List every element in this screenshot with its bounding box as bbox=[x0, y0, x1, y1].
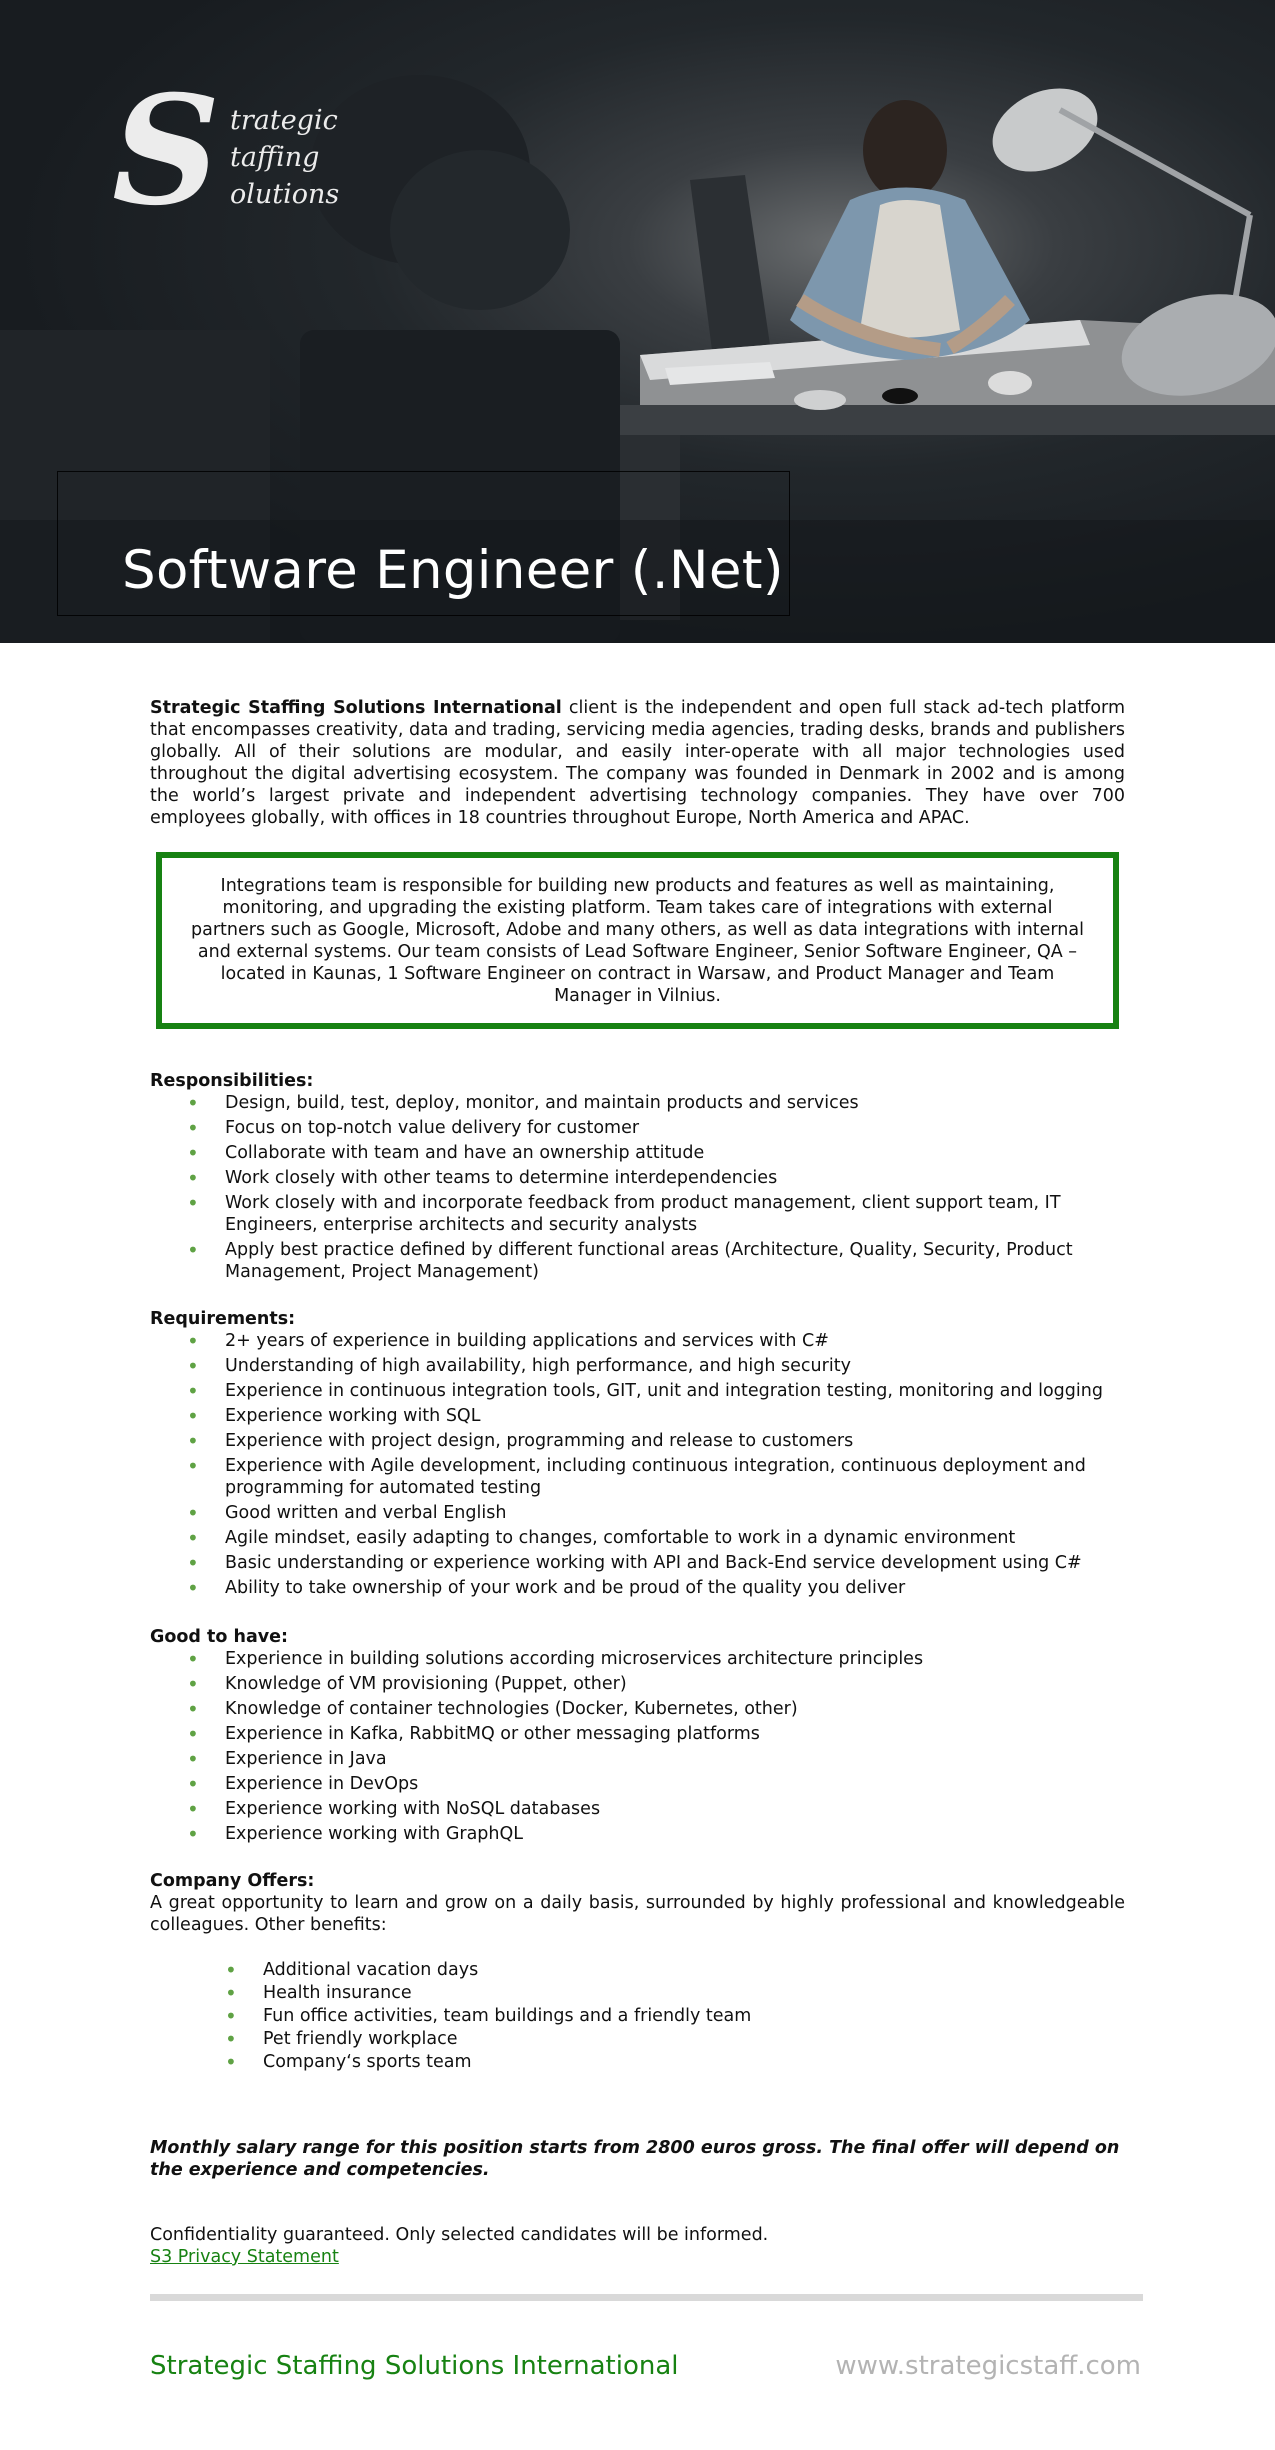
list-item: • Health insurance bbox=[150, 1982, 1125, 2004]
company-logo bbox=[112, 63, 342, 246]
page-title: Software Engineer (.Net) bbox=[122, 540, 784, 601]
list-item: • Understanding of high availability, high performance, and high security bbox=[150, 1355, 1125, 1377]
privacy-statement-link[interactable]: S3 Privacy Statement bbox=[150, 2247, 339, 2267]
logo-letter: S bbox=[112, 63, 221, 239]
requirements-section bbox=[150, 1308, 1125, 1602]
list-item: • Experience in Java bbox=[150, 1748, 1125, 1770]
company-offers-section bbox=[150, 1870, 1125, 2074]
responsibilities-title: Responsibilities: bbox=[150, 1071, 314, 1091]
intro-company-name: Strategic Staffing Solutions International bbox=[150, 698, 562, 718]
company-offers-text: A great opportunity to learn and grow on a daily basis, surrounded by highly professional and knowledgeable colleagues. Other benefits: bbox=[150, 1893, 1125, 1935]
confidentiality-note: Confidentiality guaranteed. Only selected candidates will be informed. bbox=[150, 2225, 769, 2245]
footer-divider bbox=[150, 2294, 1143, 2301]
list-item: • Additional vacation days bbox=[150, 1959, 1125, 1981]
logo-word-1: trategic bbox=[230, 105, 338, 136]
list-item: • Experience in continuous integration tools, GIT, unit and integration testing, monitoring and logging bbox=[150, 1380, 1125, 1402]
list-item: • Experience in building solutions according microservices architecture principles bbox=[150, 1648, 1125, 1670]
requirements-title: Requirements: bbox=[150, 1309, 296, 1329]
list-item: • Basic understanding or experience working with API and Back-End service development using C# bbox=[150, 1552, 1125, 1574]
logo-word-3: olutions bbox=[230, 179, 340, 210]
list-item: • Work closely with and incorporate feedback from product management, client support team, IT Engineers, enterprise architects and security analysts bbox=[150, 1192, 1125, 1236]
list-item: • Collaborate with team and have an ownership attitude bbox=[150, 1142, 1125, 1164]
list-item: • Good written and verbal English bbox=[150, 1502, 1125, 1524]
list-item: • Work closely with other teams to determine interdependencies bbox=[150, 1167, 1125, 1189]
list-item: • Experience in Kafka, RabbitMQ or other messaging platforms bbox=[150, 1723, 1125, 1745]
requirements-list bbox=[150, 1330, 1125, 1599]
list-item: • Agile mindset, easily adapting to changes, comfortable to work in a dynamic environment bbox=[150, 1527, 1125, 1549]
team-description-text: Integrations team is responsible for building new products and features as well as maintaining, monitoring, and upgrading the existing platform. Team takes care of integrations with external partners such as Google, Microsoft, Adobe and many others, as well as data integrations with internal and external systems. Our team consists of Lead Software Engineer, Senior Software Engineer, QA – located in Kaunas, 1 Software Engineer on contract in Warsaw, and Product Manager and Team Manager in Vilnius. bbox=[191, 875, 1084, 1006]
list-item: • Company‘s sports team bbox=[150, 2051, 1125, 2073]
footer-website[interactable]: www.strategicstaff.com bbox=[835, 2351, 1141, 2381]
company-offers-title: Company Offers: bbox=[150, 1871, 315, 1891]
intro-paragraph bbox=[150, 697, 1125, 829]
list-item: • Experience in DevOps bbox=[150, 1773, 1125, 1795]
list-item: • Ability to take ownership of your work and be proud of the quality you deliver bbox=[150, 1577, 1125, 1599]
logo-word-2: taffing bbox=[230, 142, 320, 173]
team-description-box bbox=[156, 852, 1119, 1029]
list-item: • 2+ years of experience in building applications and services with C# bbox=[150, 1330, 1125, 1352]
footer-company-name: Strategic Staffing Solutions International bbox=[150, 2351, 679, 2381]
list-item: • Apply best practice defined by different functional areas (Architecture, Quality, Security, Product Management, Project Management) bbox=[150, 1239, 1125, 1283]
list-item: • Experience with project design, programming and release to customers bbox=[150, 1430, 1125, 1452]
good-to-have-list bbox=[150, 1648, 1125, 1845]
responsibilities-section bbox=[150, 1070, 1125, 1286]
list-item: • Knowledge of VM provisioning (Puppet, other) bbox=[150, 1673, 1125, 1695]
benefits-list bbox=[150, 1959, 1125, 2073]
responsibilities-list bbox=[150, 1092, 1125, 1283]
list-item: • Experience working with SQL bbox=[150, 1405, 1125, 1427]
salary-note: Monthly salary range for this position starts from 2800 euros gross. The final offer will depend on the experience and competencies. bbox=[150, 2138, 1120, 2180]
list-item: • Knowledge of container technologies (Docker, Kubernetes, other) bbox=[150, 1698, 1125, 1720]
intro-text: client is the independent and open full stack ad-tech platform that encompasses creativity, data and trading, servicing media agencies, trading desks, brands and publishers globally. All of their solutions are modular, and easily inter-operate with all major technologies used throughout the digital advertising ecosystem. The company was founded in Denmark in 2002 and is among the world’s largest private and independent advertising technology companies. They have over 700 employees globally, with offices in 18 countries throughout Europe, North America and APAC. bbox=[150, 698, 1125, 828]
list-item: • Experience with Agile development, including continuous integration, continuous deployment and programming for automated testing bbox=[150, 1455, 1125, 1499]
list-item: • Pet friendly workplace bbox=[150, 2028, 1125, 2050]
list-item: • Experience working with GraphQL bbox=[150, 1823, 1125, 1845]
list-item: • Experience working with NoSQL databases bbox=[150, 1798, 1125, 1820]
good-to-have-section bbox=[150, 1626, 1125, 1848]
logo-words bbox=[230, 102, 339, 213]
list-item: • Fun office activities, team buildings and a friendly team bbox=[150, 2005, 1125, 2027]
list-item: • Focus on top-notch value delivery for customer bbox=[150, 1117, 1125, 1139]
good-to-have-title: Good to have: bbox=[150, 1627, 289, 1647]
list-item: • Design, build, test, deploy, monitor, and maintain products and services bbox=[150, 1092, 1125, 1114]
